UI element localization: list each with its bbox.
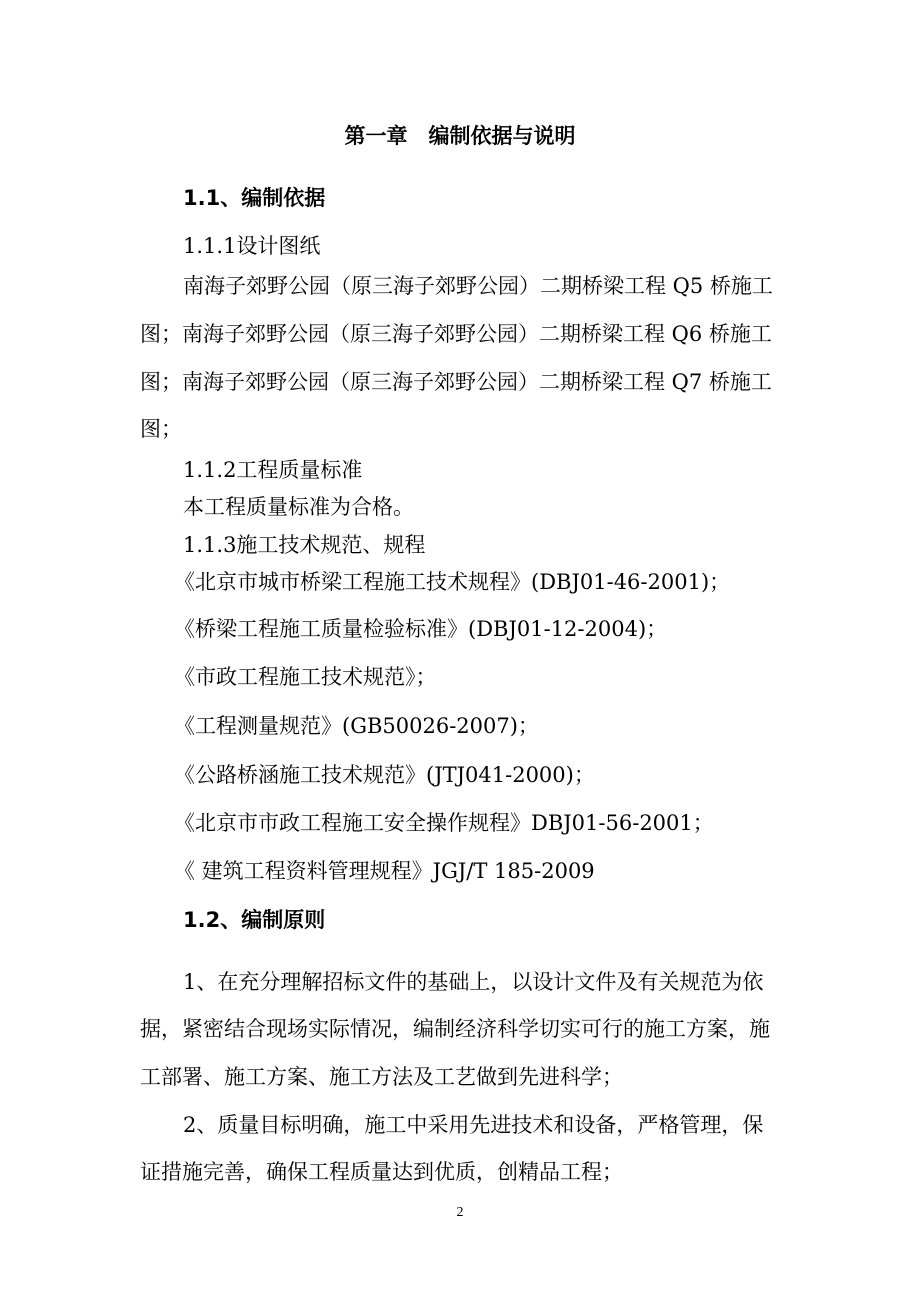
subsection-1-1-1: 1.1.1设计图纸: [183, 234, 321, 258]
drawing-line-2: 图；南海子郊野公园（原三海子郊野公园）二期桥梁工程 Q6 桥施工: [140, 322, 772, 346]
principle-2-line-2: 证措施完善，确保工程质量达到优质，创精品工程；: [140, 1160, 623, 1184]
drawing-line-1: 南海子郊野公园（原三海子郊野公园）二期桥梁工程 Q5 桥施工: [183, 274, 773, 298]
drawing-line-4: 图；: [140, 417, 182, 441]
spec-item: 《市政工程施工技术规范》；: [174, 665, 437, 689]
quality-standard-text: 本工程质量标准为合格。: [183, 495, 414, 519]
principle-1-line-3: 工部署、施工方案、施工方法及工艺做到先进科学；: [140, 1065, 623, 1089]
drawing-line-3: 图；南海子郊野公园（原三海子郊野公园）二期桥梁工程 Q7 桥施工: [140, 370, 772, 394]
spec-item: 《北京市城市桥梁工程施工技术规程》(DBJ01-46-2001)；: [174, 570, 731, 594]
spec-item: 《桥梁工程施工质量检验标准》(DBJ01-12-2004)；: [174, 617, 668, 641]
principle-1-line-2: 据，紧密结合现场实际情况，编制经济科学切实可行的施工方案，施: [140, 1017, 770, 1041]
principle-1-line-1: 1、在充分理解招标文件的基础上，以设计文件及有关规范为依: [183, 970, 764, 994]
spec-item: 《 建筑工程资料管理规程》JGJ/T 185-2009: [174, 859, 595, 883]
spec-item: 《工程测量规范》(GB50026-2007)；: [174, 714, 539, 738]
principle-2-line-1: 2、质量目标明确，施工中采用先进技术和设备，严格管理，保: [183, 1113, 764, 1137]
chapter-title: 第一章 编制依据与说明: [344, 124, 576, 148]
section-heading-1-1: 1.1、编制依据: [183, 186, 326, 210]
page-number: 2: [456, 1205, 464, 1220]
spec-item: 《北京市市政工程施工安全操作规程》DBJ01-56-2001；: [174, 811, 714, 835]
subsection-1-1-3: 1.1.3施工技术规范、规程: [183, 533, 426, 557]
subsection-1-1-2: 1.1.2工程质量标准: [183, 458, 363, 482]
section-heading-1-2: 1.2、编制原则: [183, 908, 326, 932]
spec-item: 《公路桥涵施工技术规范》(JTJ041-2000)；: [174, 763, 595, 787]
